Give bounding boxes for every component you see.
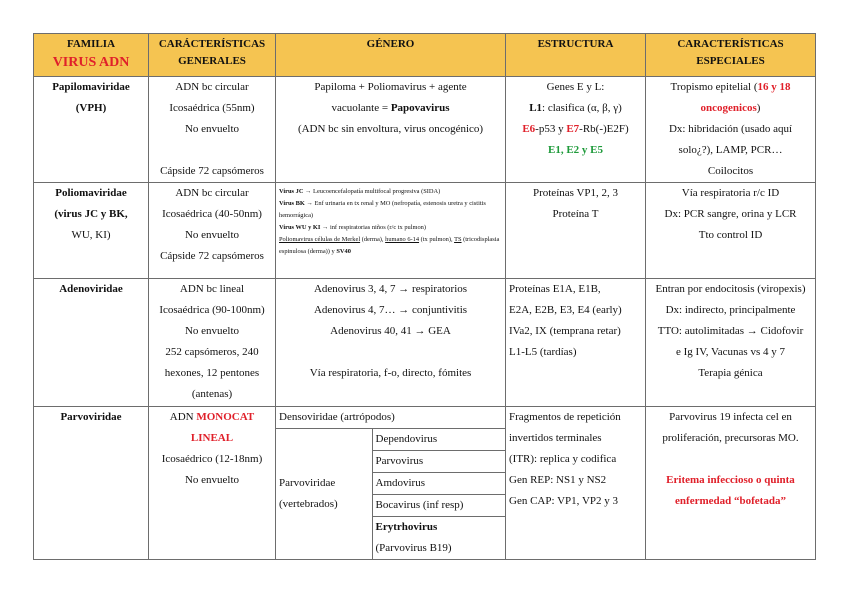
gen-line: No envuelto [184, 325, 240, 337]
esp-line: solo¿?), LAMP, PCR… [678, 144, 783, 156]
gen-line: Icosaédrica (55nm) [169, 102, 255, 114]
header-genero [276, 34, 506, 77]
est-line: E6-p53 y E7-Rb(-)E2F) [522, 123, 629, 135]
genero-line: Adenovirus 40, 41 → GEA [330, 325, 451, 337]
densoviridae-cell: Densoviridae (artrópodos) [276, 407, 505, 429]
est-line: (ITR): replica y codifica [509, 453, 617, 465]
generales-cell [149, 77, 276, 183]
especiales-cell [646, 183, 816, 279]
gen-line: Icosaédrico (12-18nm) [161, 453, 263, 465]
amdovirus-cell: Amdovirus [372, 473, 505, 495]
header-caracteristicas-generales [149, 34, 276, 77]
esp-line: Dx: indirecto, principalmente [665, 304, 796, 316]
gen-line: 252 capsómeros, 240 [165, 346, 259, 358]
esp-line: Dx: hibridación (usado aquí [668, 123, 793, 135]
familia-cell [34, 407, 149, 560]
est-line: Proteínas VP1, 2, 3 [532, 187, 619, 199]
gen-line: No envuelto [184, 229, 240, 241]
header-familia [34, 34, 149, 77]
familia-cell [34, 183, 149, 279]
gen-line: ADN MONOCAT [169, 411, 255, 423]
est-line: Genes E y L: [546, 81, 605, 93]
genero-line: Papiloma + Poliomavirus + agente [314, 81, 467, 93]
esp-line: Entran por endocitosis (viropexis) [655, 283, 806, 295]
estructura-cell [506, 279, 646, 407]
gen-line: (antenas) [191, 388, 233, 400]
bocavirus-cell: Bocavirus (inf resp) [372, 495, 505, 517]
gen-line: No envuelto [184, 474, 240, 486]
virus-adn-table [33, 33, 816, 560]
subtable-row [276, 429, 505, 451]
genero-line: Vía respiratoria, f-o, directo, fómites [309, 367, 472, 379]
gen-line: Icosaédrica (40-50nm) [162, 208, 262, 220]
header-genero-label: GÉNERO [366, 38, 415, 50]
est-line: invertidos terminales [509, 432, 602, 444]
familia-abbr: (virus JC y BK, [54, 208, 128, 220]
est-line: Gen CAP: VP1, VP2 y 3 [509, 495, 619, 507]
esp-line: Vía respiratoria r/c ID [681, 187, 780, 199]
genero-line: Adenovirus 4, 7… → conjuntivitis [313, 304, 468, 316]
genero-line: vacuolante = Papovavirus [331, 102, 450, 114]
est-line: IVa2, IX (temprana retar) [509, 325, 621, 337]
sub-label: (Parvovirus B19) [375, 542, 452, 554]
esp-line: proliferación, precursoras MO. [662, 432, 799, 444]
familia-name: Parvoviridae [60, 411, 122, 423]
header-ce-line1: CARACTERÍSTICAS [677, 38, 784, 50]
especiales-cell [646, 407, 816, 560]
gen-line: Cápside 72 capsómeros [160, 250, 264, 262]
est-line: Proteínas E1A, E1B, [509, 283, 601, 295]
row-papilomaviridae [34, 77, 816, 183]
header-cg-line1: CARÁCTERÍSTICAS [158, 38, 266, 50]
esp-line: enfermedad “bofetada” [675, 495, 786, 507]
genero-note: Virus WU y KI → inf respiratorias niños (r/c tx pulmon) [279, 224, 426, 231]
generales-cell [149, 407, 276, 560]
esp-line: e Ig IV, Vacunas vs 4 y 7 [676, 346, 785, 358]
estructura-cell [506, 407, 646, 560]
esp-line: Tto control ID [698, 229, 763, 241]
parvoviridae-vertebrados-cell [276, 429, 372, 560]
dependovirus-cell: Dependovirus [372, 429, 505, 451]
gen-line: No envuelto [184, 123, 240, 135]
gen-line: ADN bc lineal [179, 283, 245, 295]
sub-label: Erytrhovirus [375, 521, 438, 533]
parvo-genero-subtable [276, 407, 505, 559]
est-line: E2A, E2B, E3, E4 (early) [509, 304, 622, 316]
est-line: Proteína T [552, 208, 599, 220]
est-line: E1, E2 y E5 [547, 144, 603, 156]
sub-label: Parvoviridae [279, 477, 336, 489]
familia-cell [34, 279, 149, 407]
genero-note: Virus JC → Leucoencefalopatía multifocal progresiva (SIDA) [279, 188, 441, 195]
genero-cell [276, 407, 506, 560]
gen-line: hexones, 12 pentones [164, 367, 260, 379]
est-line: Fragmentos de repetición [509, 411, 621, 423]
parvovirus-cell: Parvovirus [372, 451, 505, 473]
familia-abbr: (VPH) [75, 102, 107, 114]
erythrovirus-cell [372, 517, 505, 560]
genero-note: Virus BK → Enf urinaria en tx renal y MO (nefropatía, estenosis uretra y cistitis hemorrágica) [279, 200, 486, 219]
genero-cell [276, 77, 506, 183]
familia-name: Poliomaviridae [55, 187, 127, 199]
row-adenoviridae [34, 279, 816, 407]
esp-line: Eritema infeccioso o quinta [666, 474, 795, 486]
header-row [34, 34, 816, 77]
especiales-cell [646, 279, 816, 407]
genero-line: (ADN bc sin envoltura, virus oncogénico) [297, 123, 484, 135]
genero-cell [276, 279, 506, 407]
sub-label: (vertebrados) [279, 498, 338, 510]
header-ce-line2: ESPECIALES [696, 55, 765, 67]
esp-line: Dx: PCR sangre, orina y LCR [664, 208, 797, 220]
gen-line: ADN bc circular [175, 81, 249, 93]
subtable-row [276, 407, 505, 429]
header-estructura-label: ESTRUCTURA [537, 38, 614, 50]
header-cg-line2: GENERALES [178, 55, 246, 67]
header-familia-label: FAMILIA [66, 38, 116, 50]
familia-cell [34, 77, 149, 183]
header-caracteristicas-especiales [646, 34, 816, 77]
generales-cell [149, 183, 276, 279]
gen-line: Cápside 72 capsómeros [160, 165, 264, 177]
row-parvoviridae [34, 407, 816, 560]
especiales-cell [646, 77, 816, 183]
esp-line: Terapia génica [698, 367, 763, 379]
esp-line: Tropismo epitelial (16 y 18 [670, 81, 791, 93]
est-line: Gen REP: NS1 y NS2 [509, 474, 607, 486]
familia-name: Papilomaviridae [52, 81, 130, 93]
est-line: L1-L5 (tardías) [509, 346, 577, 358]
genero-cell [276, 183, 506, 279]
genero-note: Poliomavirus células de Merkel (derma), humano 6-14 (tx pulmon), TS (tricodisplasia espinulosa (derma)) y SV40 [279, 236, 500, 255]
esp-line: oncogenicos) [700, 102, 761, 114]
generales-cell [149, 279, 276, 407]
familia-abbr: WU, KI) [71, 229, 111, 241]
row-poliomaviridae [34, 183, 816, 279]
estructura-cell [506, 77, 646, 183]
esp-line: Parvovirus 19 infecta cel en [669, 411, 792, 423]
header-estructura [506, 34, 646, 77]
gen-line: LINEAL [190, 432, 234, 444]
gen-line: Icosaédrica (90-100nm) [159, 304, 265, 316]
esp-line: TTO: autolimitadas → Cidofovir [657, 325, 804, 337]
gen-line: ADN bc circular [175, 187, 249, 199]
papovavirus-term: Papovavirus [390, 102, 450, 114]
esp-line: Coilocitos [707, 165, 754, 177]
familia-name: Adenoviridae [59, 283, 123, 295]
estructura-cell [506, 183, 646, 279]
est-line: L1: clasifica (α, β, γ) [529, 102, 622, 114]
header-virus-adn: VIRUS ADN [52, 55, 130, 70]
genero-line: Adenovirus 3, 4, 7 → respiratorios [313, 283, 468, 295]
